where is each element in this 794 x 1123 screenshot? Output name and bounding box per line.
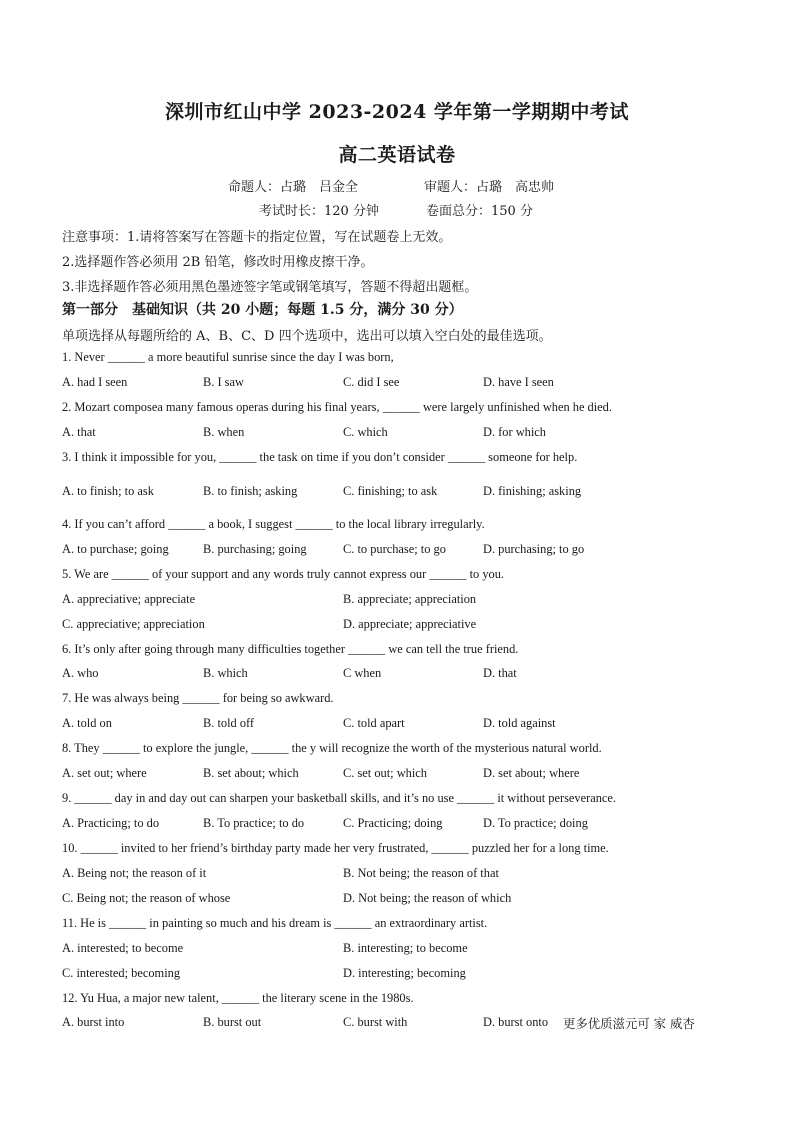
question-stem: 11. He is ______ in painting so much and his dream is ______ an extraordinary artist. <box>62 916 488 930</box>
question-option: D. finishing; asking <box>483 484 582 498</box>
question-option: C. interested; becoming <box>62 966 181 980</box>
question-option: C. did I see <box>343 375 400 389</box>
question-option: A. who <box>62 666 99 680</box>
question-option: C. told apart <box>343 716 405 730</box>
authors-label: 命题人：占璐 吕金全 <box>228 180 359 195</box>
question-option: C. Practicing; doing <box>343 816 443 830</box>
question-stem: 6. It’s only after going through many difficulties together ______ we can tell the true friend. <box>62 642 519 656</box>
question-option: D. To practice; doing <box>483 816 588 830</box>
question-option: C. Being not; the reason of whose <box>62 891 231 905</box>
question-option: D. set about; where <box>483 766 580 780</box>
duration-label: 考试时长：120 分钟 <box>259 204 379 219</box>
question-stem: 1. Never ______ a more beautiful sunrise since the day I was born, <box>62 350 394 364</box>
question-option: A. appreciative; appreciate <box>62 592 196 606</box>
question-option: D. Not being; the reason of which <box>343 891 512 905</box>
question-option: D. interesting; becoming <box>343 966 466 980</box>
question-stem: 12. Yu Hua, a major new talent, ______ the literary scene in the 1980s. <box>62 991 414 1005</box>
exam-title: 深圳市红山中学 2023-2024 学年第一学期期中考试 <box>165 101 629 123</box>
question-option: A. that <box>62 425 96 439</box>
question-option: C when <box>343 666 382 680</box>
question-stem: 2. Mozart composea many famous operas during his final years, ______ were largely unfinished when he died. <box>62 400 612 414</box>
question-option: D. appreciate; appreciative <box>343 617 477 631</box>
section-heading: 第一部分 基础知识（共 20 小题；每题 1.5 分，满分 30 分） <box>62 302 463 318</box>
question-stem: 8. They ______ to explore the jungle, ______ the y will recognize the worth of the mysterious natural world. <box>62 741 602 755</box>
section-instruction: 单项选择从每题所给的 A、B、C、D 四个选项中，选出可以填入空白处的最佳选项。 <box>62 329 552 344</box>
question-option: C. to purchase; to go <box>343 542 446 556</box>
note-3: 3.非选择题作答必须用黑色墨迹签字笔或钢笔填写，答题不得超出题框。 <box>62 280 478 295</box>
note-2: 2.选择题作答必须用 2B 铅笔，修改时用橡皮擦干净。 <box>62 255 374 270</box>
question-option: A. set out; where <box>62 766 147 780</box>
question-option: B. set about; which <box>203 766 299 780</box>
question-option: A. Practicing; to do <box>62 816 160 830</box>
question-option: D. told against <box>483 716 556 730</box>
question-option: A. to finish; to ask <box>62 484 154 498</box>
question-stem: 5. We are ______ of your support and any words truly cannot express our ______ to you. <box>62 567 505 581</box>
question-stem: 4. If you can’t afford ______ a book, I suggest ______ to the local library irregularly. <box>62 517 485 531</box>
question-option: B. told off <box>203 716 255 730</box>
question-option: C. finishing; to ask <box>343 484 438 498</box>
question-option: B. when <box>203 425 245 439</box>
question-option: C. set out; which <box>343 766 427 780</box>
question-option: A. burst into <box>62 1015 125 1029</box>
question-option: A. to purchase; going <box>62 542 169 556</box>
question-stem: 7. He was always being ______ for being so awkward. <box>62 691 334 705</box>
question-option: B. I saw <box>203 375 244 389</box>
question-option: B. to finish; asking <box>203 484 298 498</box>
question-option: D. have I seen <box>483 375 554 389</box>
question-stem: 9. ______ day in and day out can sharpen your basketball skills, and it’s no use ______ it without perseverance. <box>62 791 617 805</box>
total-score-label: 卷面总分：150 分 <box>426 204 533 219</box>
watermark-note: 更多优质滋元可 家 威杏 <box>563 1016 695 1031</box>
question-option: D. purchasing; to go <box>483 542 585 556</box>
question-option: A. Being not; the reason of it <box>62 866 207 880</box>
question-option: D. that <box>483 666 517 680</box>
question-option: B. Not being; the reason of that <box>343 866 499 880</box>
question-option: D. burst onto <box>483 1015 549 1029</box>
question-option: C. burst with <box>343 1015 408 1029</box>
question-option: C. appreciative; appreciation <box>62 617 205 631</box>
question-option: B. purchasing; going <box>203 542 307 556</box>
question-option: D. for which <box>483 425 546 439</box>
question-option: A. had I seen <box>62 375 128 389</box>
question-option: B. To practice; to do <box>203 816 305 830</box>
question-stem: 10. ______ invited to her friend’s birthday party made her very frustrated, ______ puzzled her for a long time. <box>62 841 609 855</box>
question-option: A. told on <box>62 716 112 730</box>
question-option: B. interesting; to become <box>343 941 468 955</box>
question-option: B. which <box>203 666 248 680</box>
question-option: B. burst out <box>203 1015 262 1029</box>
reviewers-label: 审题人：占璐 高忠帅 <box>424 180 555 195</box>
question-option: C. which <box>343 425 388 439</box>
question-stem: 3. I think it impossible for you, ______ the task on time if you don’t consider ______ someone for help. <box>62 450 578 464</box>
exam-subtitle: 高二英语试卷 <box>338 144 456 166</box>
question-option: A. interested; to become <box>62 941 184 955</box>
question-option: B. appreciate; appreciation <box>343 592 477 606</box>
note-1: 注意事项：1.请将答案写在答题卡的指定位置，写在试题卷上无效。 <box>62 230 452 245</box>
